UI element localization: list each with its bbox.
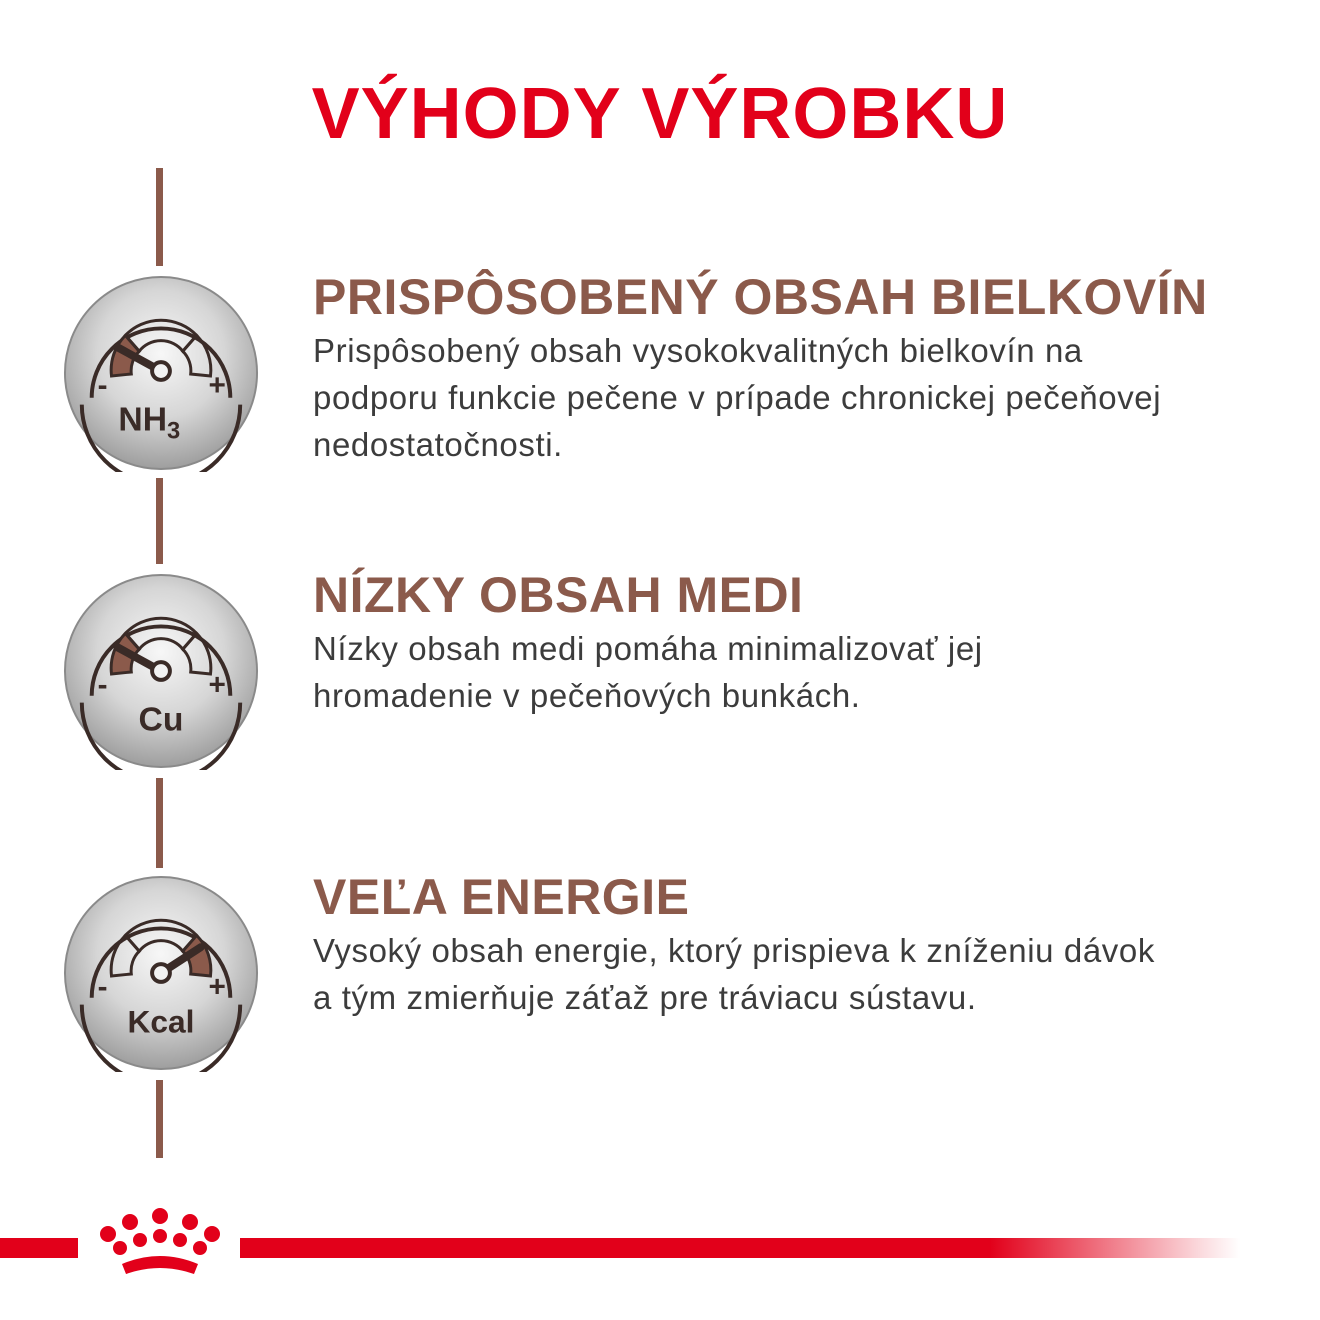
crown-logo-icon [92,1208,228,1280]
benefit-heading: VEĽA ENERGIE [313,869,690,925]
copper-gauge-icon [62,572,260,770]
benefit-description [313,927,1303,1021]
benefit-text-line: Vysoký obsah energie, ktorý prispieva k zníženiu dávok [313,932,1155,969]
benefit-heading: PRISPÔSOBENÝ OBSAH BIELKOVÍN [313,269,1208,325]
benefit-text-line: nedostatočnosti. [313,426,563,463]
benefit-heading: NÍZKY OBSAH MEDI [313,567,804,623]
gauge-plus-sign: + [208,668,226,702]
gauge-plus-sign: + [208,368,226,402]
benefit-description [313,327,1303,468]
benefit-text-line: podporu funkcie pečene v prípade chronickej pečeňovej [313,379,1162,416]
page-title: VÝHODY VÝROBKU [311,74,1009,155]
gauge-plus-sign: + [208,970,226,1004]
benefit-text-line: hromadenie v pečeňových bunkách. [313,677,861,714]
footer-divider-left [0,1238,78,1258]
timeline-divider [156,168,163,266]
gauge-minus-sign: - [97,668,108,702]
benefit-text-line: Prispôsobený obsah vysokokvalitných bielkovín na [313,332,1083,369]
benefit-copper [313,568,1303,719]
benefit-description [313,625,1303,719]
benefit-protein [313,270,1303,468]
gauge-subscript: 3 [167,417,181,445]
benefit-energy [313,870,1303,1021]
gauge-label: NH [118,401,168,439]
ammonia-gauge-icon [62,274,260,472]
kcal-gauge-icon [62,874,260,1072]
gauge-minus-sign: - [97,970,108,1004]
timeline-divider [156,778,163,868]
benefit-text-line: Nízky obsah medi pomáha minimalizovať jej [313,630,983,667]
gauge-label: Kcal [127,1003,195,1040]
gauge-label: Cu [138,701,184,739]
benefit-text-line: a tým zmierňuje záťaž pre tráviacu sústavu. [313,979,977,1016]
gauge-minus-sign: - [97,368,108,402]
timeline-divider [156,1080,163,1158]
footer-divider-right [240,1238,1240,1258]
timeline-divider [156,478,163,564]
